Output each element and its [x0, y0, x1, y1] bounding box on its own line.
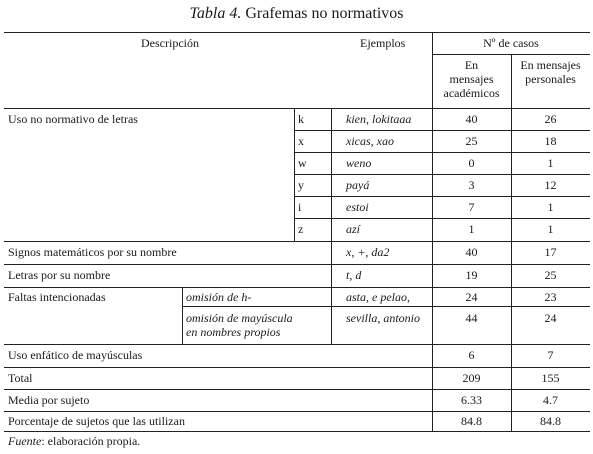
col-rule-example	[331, 108, 332, 344]
rule-after-signos	[4, 264, 590, 265]
row-label-signos: Signos matemáticos por su nombre	[8, 245, 177, 259]
rule-letter-5	[294, 218, 590, 219]
rule-after-total	[4, 389, 590, 390]
letter-cell: y	[298, 178, 304, 192]
personal-cell: 18	[544, 134, 557, 148]
row-label-total: Total	[8, 371, 33, 385]
row-label-uso-letras: Uso no normativo de letras	[8, 112, 138, 126]
caption-title: Grafemas no normativos	[245, 5, 404, 22]
header-academicos-3: académicos	[443, 86, 500, 100]
row-label-media: Media por sujeto	[8, 393, 90, 407]
header-personales-2: personales	[525, 72, 576, 86]
personal-cell: 4.7	[543, 393, 558, 407]
example-cell: azí	[346, 222, 361, 236]
academic-cell: 24	[465, 290, 478, 304]
example-cell: sevilla, antonio	[346, 311, 420, 325]
rule-top	[4, 32, 590, 33]
personal-cell: 24	[544, 311, 557, 325]
header-academicos-2: mensajes	[449, 72, 494, 86]
personal-cell: 1	[547, 222, 554, 236]
academic-cell: 44	[465, 311, 478, 325]
letter-cell: x	[298, 134, 304, 148]
rule-after-media	[4, 411, 590, 412]
example-cell: t, d	[346, 268, 362, 282]
academic-cell: 6	[468, 348, 475, 362]
academic-cell: 6.33	[461, 393, 482, 407]
row-label-porcentaje: Porcentaje de sujetos que las utilizan	[8, 414, 185, 428]
letter-cell: i	[298, 200, 302, 214]
row-label-faltas: Faltas intencionadas	[8, 290, 106, 304]
letter-cell: k	[298, 112, 304, 126]
academic-cell: 40	[465, 112, 478, 126]
personal-cell: 26	[544, 112, 557, 126]
academic-cell: 25	[465, 134, 478, 148]
personal-cell: 25	[544, 268, 557, 282]
footnote-label: Fuente	[8, 434, 42, 448]
rule-after-letras-nombre	[4, 287, 590, 288]
example-cell: estoi	[346, 200, 369, 214]
letter-cell: w	[298, 156, 307, 170]
faltas-sub-label: omisión de mayúscula	[186, 311, 293, 325]
letter-cell: z	[298, 222, 304, 236]
academic-cell: 40	[465, 245, 478, 259]
rule-after-enfatico	[4, 367, 590, 368]
rule-after-faltas	[4, 344, 590, 345]
example-cell: asta, e pelao,	[346, 290, 410, 304]
personal-cell: 1	[547, 200, 554, 214]
rule-faltas-mid	[182, 306, 590, 307]
example-cell: weno	[346, 156, 372, 170]
academic-cell: 84.8	[461, 414, 482, 428]
academic-cell: 1	[468, 222, 475, 236]
example-cell: payá	[346, 178, 370, 192]
caption-label: Tabla 4.	[189, 5, 242, 22]
personal-cell: 155	[541, 371, 560, 385]
header-personales-1: En mensajes	[520, 58, 581, 72]
personal-cell: 7	[547, 348, 554, 362]
rule-letter-2	[294, 152, 590, 153]
col-rule-sub	[182, 287, 183, 344]
rule-letter-3	[294, 174, 590, 175]
personal-cell: 12	[544, 178, 557, 192]
academic-cell: 7	[468, 200, 475, 214]
example-cell: xicas, xao	[346, 134, 394, 148]
table-caption	[0, 3, 593, 25]
footnote-text: : elaboración propia.	[41, 434, 141, 448]
row-label-enfatico: Uso enfático de mayúsculas	[8, 348, 143, 362]
personal-cell: 1	[547, 156, 554, 170]
header-casos: Nº de casos	[483, 36, 539, 50]
row-label-letras-nombre: Letras por su nombre	[8, 268, 111, 282]
academic-cell: 0	[468, 156, 475, 170]
example-cell: kien, lokitaaa	[346, 112, 412, 126]
header-academicos-1: En	[464, 58, 479, 72]
personal-cell: 23	[544, 290, 557, 304]
academic-cell: 209	[462, 371, 481, 385]
rule-letter-4	[294, 196, 590, 197]
faltas-sub-label: omisión de h-	[186, 290, 252, 304]
example-cell: x, +, da2	[346, 245, 390, 259]
header-descripcion: Descripción	[141, 36, 199, 50]
personal-cell: 84.8	[540, 414, 561, 428]
academic-cell: 19	[465, 268, 478, 282]
rule-letter-1	[294, 130, 590, 131]
table-footnote	[8, 434, 140, 448]
col-rule-letter	[294, 108, 295, 241]
personal-cell: 17	[544, 245, 557, 259]
rule-header-bottom	[4, 108, 590, 109]
faltas-sub-label-continued: en nombres propios	[186, 325, 281, 339]
rule-after-letters	[4, 241, 590, 242]
header-ejemplos: Ejemplos	[360, 36, 406, 50]
rule-bottom	[4, 431, 590, 432]
academic-cell: 3	[468, 178, 475, 192]
